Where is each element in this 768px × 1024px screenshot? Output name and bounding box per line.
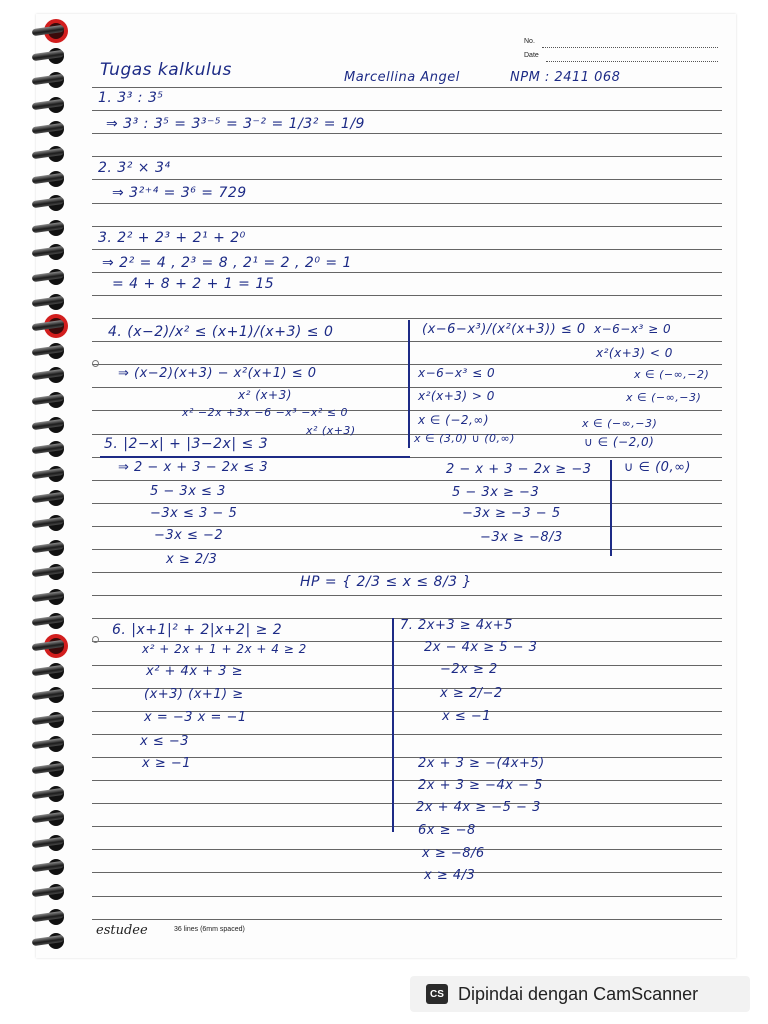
problem-3-step-1: ⇒ 2² = 4 , 2³ = 8 , 2¹ = 2 , 2⁰ = 1 <box>102 255 352 271</box>
notebook-brand-logo: estudee <box>96 923 148 938</box>
spiral-ring <box>30 118 76 140</box>
spiral-ring <box>30 512 76 534</box>
spiral-ring <box>30 414 76 436</box>
problem-4-case-1-c: x²(x+3) > 0 <box>418 389 495 403</box>
date-label: Date <box>524 52 539 59</box>
binder-hole-mark <box>92 636 99 643</box>
ruled-line <box>92 595 722 596</box>
problem-5-case-2-b: 5 − 3x ≥ −3 <box>452 485 540 500</box>
no-label: No. <box>524 38 535 45</box>
problem-2-statement: 2. 3² × 3⁴ <box>98 160 171 176</box>
spiral-ring <box>30 709 76 731</box>
problem-4-case-1-e: x ∈ (3,0) ∪ (0,∞) <box>414 432 515 445</box>
spiral-ring <box>30 635 76 657</box>
problem-6-step-2: x² + 4x + 3 ≥ <box>146 664 243 679</box>
divider-line <box>392 618 394 832</box>
spiral-ring <box>30 684 76 706</box>
problem-4-case-1-b: x−6−x³ ≤ 0 <box>418 366 496 380</box>
ruled-line <box>92 526 722 527</box>
ruled-line <box>92 110 722 111</box>
spiral-ring <box>30 192 76 214</box>
spiral-ring <box>30 586 76 608</box>
spiral-ring <box>30 660 76 682</box>
problem-7-answer: x ≥ 4/3 <box>424 868 476 883</box>
ruled-line <box>92 179 722 180</box>
problem-4-case-2-a: x−6−x³ ≥ 0 <box>594 322 672 336</box>
problem-7-step-7: 2x + 4x ≥ −5 − 3 <box>416 800 541 815</box>
problem-2-solution: ⇒ 3²⁺⁴ = 3⁶ = 729 <box>112 185 247 201</box>
spiral-ring <box>30 20 76 42</box>
problem-5-case-2-c: −3x ≥ −3 − 5 <box>462 506 561 521</box>
ruled-line <box>92 272 722 273</box>
ruled-line <box>92 826 722 827</box>
spiral-ring <box>30 537 76 559</box>
ruled-line <box>92 549 722 550</box>
ruled-line <box>92 919 722 920</box>
spiral-ring <box>30 143 76 165</box>
problem-4-step-2: x² −2x +3x −6 −x³ −x² ≤ 0 <box>182 406 349 419</box>
problem-1-statement: 1. 3³ : 3⁵ <box>98 90 164 106</box>
problem-4-case-1-a: (x−6−x³)/(x²(x+3)) ≤ 0 <box>422 322 586 337</box>
ruled-line <box>92 387 722 388</box>
spiral-ring <box>30 783 76 805</box>
problem-5-step-2: 5 − 3x ≤ 3 <box>150 484 226 499</box>
spiral-ring <box>30 856 76 878</box>
date-field <box>546 60 718 62</box>
problem-5-case-2-d: −3x ≥ −8/3 <box>480 530 563 545</box>
problem-5-step-4: −3x ≤ −2 <box>154 528 224 543</box>
problem-4-case-2-c: x ∈ (−∞,−2) <box>634 368 710 381</box>
problem-7-step-4: x ≤ −1 <box>442 709 492 724</box>
spiral-ring <box>30 610 76 632</box>
problem-5-answer: HP = { 2/3 ≤ x ≤ 8/3 } <box>300 574 472 590</box>
problem-7-step-1: 2x − 4x ≥ 5 − 3 <box>424 640 538 655</box>
ruled-line <box>92 133 722 134</box>
spiral-ring <box>30 561 76 583</box>
spiral-ring <box>30 807 76 829</box>
problem-7-step-3: x ≥ 2/−2 <box>440 686 503 701</box>
problem-5-step-1: ⇒ 2 − x + 3 − 2x ≤ 3 <box>118 460 269 475</box>
divider-line <box>408 320 410 448</box>
ruled-line <box>92 849 722 850</box>
problem-4-statement: 4. (x−2)/x² ≤ (x+1)/(x+3) ≤ 0 <box>108 324 334 340</box>
spiral-ring <box>30 315 76 337</box>
problem-4-case-2-e: x ∈ (−∞,−3) <box>582 417 658 430</box>
problem-4-case-2-d: x ∈ (−∞,−3) <box>626 391 702 404</box>
spiral-ring <box>30 930 76 952</box>
spiral-ring <box>30 463 76 485</box>
ruled-line <box>92 318 722 319</box>
spiral-ring <box>30 340 76 362</box>
problem-6-step-6: x ≥ −1 <box>142 756 192 771</box>
ruled-line <box>92 295 722 296</box>
divider-line <box>610 460 612 556</box>
student-name: Marcellina Angel <box>344 70 460 85</box>
problem-7-step-2: −2x ≥ 2 <box>440 662 498 677</box>
ruled-line <box>92 572 722 573</box>
underline-mark <box>100 456 410 458</box>
ruled-line <box>92 480 722 481</box>
problem-5-step-5: x ≥ 2/3 <box>166 552 218 567</box>
spiral-ring <box>30 168 76 190</box>
ruled-line <box>92 156 722 157</box>
problem-5-step-3: −3x ≤ 3 − 5 <box>150 506 238 521</box>
spiral-ring <box>30 487 76 509</box>
problem-1-solution: ⇒ 3³ : 3⁵ = 3³⁻⁵ = 3⁻² = 1/3² = 1/9 <box>106 116 365 132</box>
camscanner-text: Dipindai dengan CamScanner <box>458 983 699 1004</box>
problem-6-step-4: x = −3 x = −1 <box>144 710 247 725</box>
spiral-ring <box>30 291 76 313</box>
problem-4-step-1: ⇒ (x−2)(x+3) − x²(x+1) ≤ 0 <box>118 366 317 381</box>
spiral-ring <box>30 881 76 903</box>
problem-7-step-6: 2x + 3 ≥ −4x − 5 <box>418 778 543 793</box>
problem-5-statement: 5. |2−x| + |3−2x| ≤ 3 <box>104 436 269 452</box>
spiral-ring <box>30 364 76 386</box>
ruled-line <box>92 87 722 88</box>
ruled-line <box>92 803 722 804</box>
spiral-ring <box>30 45 76 67</box>
problem-6-step-5: x ≤ −3 <box>140 734 190 749</box>
ruled-line <box>92 872 722 873</box>
spiral-ring <box>30 69 76 91</box>
spiral-binding <box>30 14 78 958</box>
problem-4-step-1-den: x² (x+3) <box>238 388 292 402</box>
spiral-ring <box>30 94 76 116</box>
problem-4-step-2-den: x² (x+3) <box>306 424 356 437</box>
spiral-ring <box>30 241 76 263</box>
problem-7-step-5: 2x + 3 ≥ −(4x+5) <box>418 756 545 771</box>
spiral-ring <box>30 906 76 928</box>
no-field <box>542 46 718 48</box>
ruled-line <box>92 896 722 897</box>
spiral-ring <box>30 733 76 755</box>
problem-3-step-2: = 4 + 8 + 2 + 1 = 15 <box>112 276 275 292</box>
spiral-ring <box>30 217 76 239</box>
problem-6-step-3: (x+3) (x+1) ≥ <box>144 687 244 702</box>
problem-7-step-8: 6x ≥ −8 <box>418 823 476 838</box>
ruled-line <box>92 249 722 250</box>
spiral-ring <box>30 266 76 288</box>
assignment-title: Tugas kalkulus <box>100 60 232 80</box>
student-npm: NPM : 2411 068 <box>510 70 621 85</box>
ruled-line <box>92 780 722 781</box>
spiral-ring <box>30 832 76 854</box>
spiral-ring <box>30 438 76 460</box>
problem-5-case-2-a: 2 − x + 3 − 2x ≥ −3 <box>446 462 592 477</box>
spiral-ring <box>30 758 76 780</box>
problem-6-statement: 6. |x+1|² + 2|x+2| ≥ 2 <box>112 622 283 638</box>
problem-6-step-1: x² + 2x + 1 + 2x + 4 ≥ 2 <box>142 642 307 656</box>
camscanner-watermark <box>410 976 750 1012</box>
camscanner-icon: CS <box>426 984 448 1004</box>
ruled-line <box>92 341 722 342</box>
problem-4-case-2-f: ∪ ∈ (−2,0) <box>584 435 655 449</box>
binder-hole-mark <box>92 360 99 367</box>
problem-4-case-1-d: x ∈ (−2,∞) <box>418 413 490 427</box>
problem-7-statement: 7. 2x+3 ≥ 4x+5 <box>400 618 513 633</box>
problem-3-statement: 3. 2² + 2³ + 2¹ + 2⁰ <box>98 230 246 246</box>
notebook-lines-info: 36 lines (6mm spaced) <box>174 926 245 933</box>
spiral-ring <box>30 389 76 411</box>
ruled-line <box>92 226 722 227</box>
ruled-line <box>92 503 722 504</box>
problem-4-case-2-b: x²(x+3) < 0 <box>596 346 673 360</box>
ruled-line <box>92 203 722 204</box>
problem-7-step-9: x ≥ −8/6 <box>422 846 485 861</box>
problem-5-union: ∪ ∈ (0,∞) <box>624 460 691 475</box>
